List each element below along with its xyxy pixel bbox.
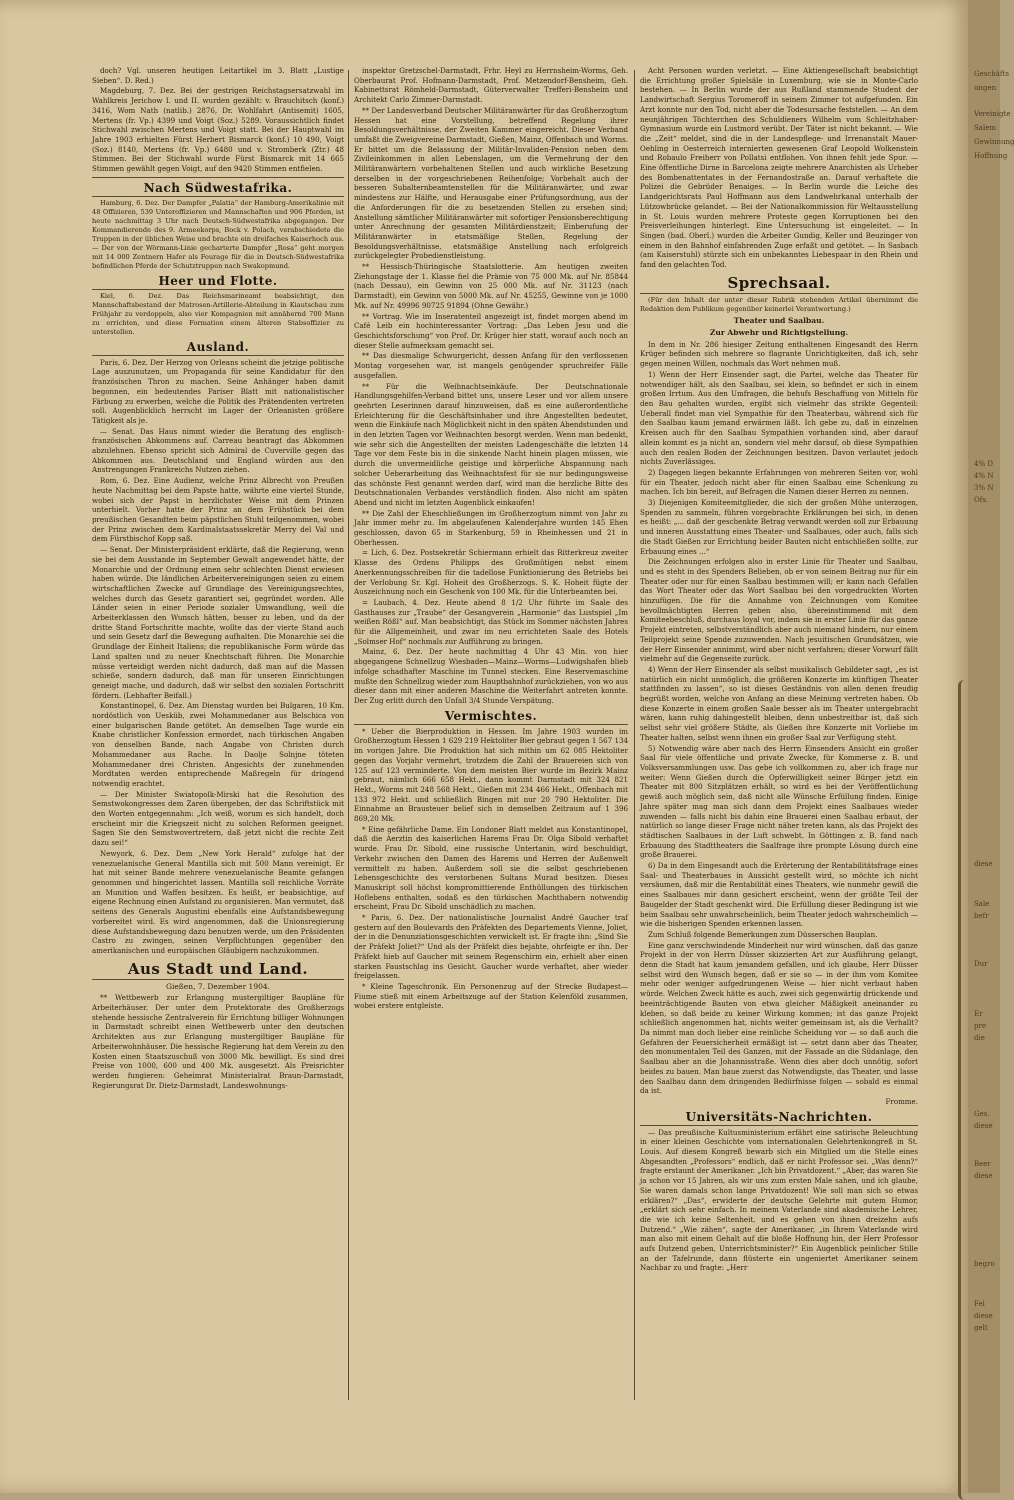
paragraph: Die Zeichnungen erfolgen also in erster Linie für Theater und Saalbau, und es steht in des Spenders Belieben, ob er von seinem Beitrag nur für ein Theater oder nur für einen Saalbau bestimmen will; er kann nach Gefallen das Wort Theater oder das Wort Saalbau bei den vorgedruckten Worten hinzufügen. Die für die Annahme von Zeichnungen vom Komitee bevollmächtigten Herren geben also, übereinstimmend mit dem Komiteebeschluß, durchaus loyal vor, indem sie in erster Linie für das ganze Projekt eintreten, selbstverständlich aber auch niemand hindern, nur einem Teilprojekt seine Spende zuzuwenden. Nach jesuitischen Grundsätzen, wie der Herr Einsender annimmt, wird aber nicht verfahren; dieser Vorwurf fällt vielmehr auf die Gegenseite zurück. xyxy=(640,557,918,664)
paragraph: 6) Da in dem Eingesandt auch die Erörterung der Rentabilitätsfrage eines Saal- und Theaterbaues in Aussicht gestellt wird, so möchte ich nicht versäumen, daß mir die Rentabilität eines Theaters, wie nunmehr gewiß die eines Saalbaues mir dann gesichert erscheint, wenn der größte Teil der Baugelder der Stadt geschenkt wird. Die Erfüllung dieser Bedingung ist wie beim Saalbau sehr unwahrscheinlich, beim Theater jedoch wahrscheinlich — wie die bisherigen Spenden erkennen lassen. xyxy=(640,861,918,929)
paragraph: ** Wettbewerb zur Erlangung mustergiltiger Baupläne für Arbeiterhäuser. Der unter dem Protektorate des Großherzogs stehende hessische Zentralverein für Errichtung billiger Wohnungen in Darmstadt schreibt einen Wettbewerb unter den deutschen Architekten aus zur Erlangung mustergiltiger Baupläne für Arbeiterwohnhäuser. Die hessische Regierung hat dem Verein zu den Kosten einen Staatszuschuß von 3000 Mk. bewilligt. Es sind drei Preise von 1000, 600 und 400 Mk. ausgesetzt. Als Preisrichter werden fungieren: Geheimrat Ministerialrat Braun-Darmstadt, Regierungsrat Dr. Dietz-Darmstadt, Landeswohnungs- xyxy=(92,993,344,1090)
section-heading-sprechsaal: Sprechsaal. xyxy=(640,273,918,294)
section-heading-heer-flotte: Heer und Flotte. xyxy=(92,274,344,290)
paragraph: Hamburg, 6. Dez. Der Dampfer „Palatia“ der Hamburg-Amerikalinie mit 48 Offizieren, 539 Unteroffizieren und Mannschaften und 906 Pferden, ist heute nachmittag 3 Uhr nach Deutsch-Südwestafrika abgegangen. Der Kommandierende des 9. Armeekorps, Bock v. Polach, verabschiedete die Truppen in der üblichen Weise und brachte ein dreifaches Kaiserhoch aus. — Der von der Wörmann-Linie gecharterte Dampfer „Rosa“ geht morgen mit 14 000 Zentnern Hafer als Fourage für die in Deutsch-Südwestafrika befindlichen Pferde der Schutztruppen nach Swakopmund. xyxy=(92,198,344,270)
paragraph: = Lich, 6. Dez. Postsekretär Schiermann erhielt das Ritterkreuz zweiter Klasse des Ordens Philipps des Großmütigen nebst einem Anerkennungsschreiben für die tadellose Funktionierung des Betriebs bei der Verlobung Sr. Kgl. Hoheit des Großherzogs. S. K. Hoheit fügte der Auszeichnung noch ein Geschenk von 100 Mk. für die Unterbeamten bei. xyxy=(354,548,628,597)
strip-fragment: Hoffnung xyxy=(974,152,1008,160)
strip-fragment: ungen xyxy=(974,84,997,92)
paragraph: 4) Wenn der Herr Einsender als selbst musikalisch Gebildeter sagt, „es ist natürlich ein nicht unmöglich, die größeren Konzerte im künftigen Theater stattfinden zu lassen“, so ist dieses Geständnis von allen denen freudig begrüßt worden, welche von Anfang an diese Meinung vertreten haben. Ob diese Konzerte in einem großen Saale besser als im Theater untergebracht wären, kann ruhig dahingestellt bleiben, denn unbestreitbar ist, daß sich selbst sehr viel größere Städte, als Gießen ihre Konzerte mit Vorliebe im Theater halten, selbst wenn ihnen ein großer Saal zur Verfügung steht. xyxy=(640,664,918,742)
signature: Fromme. xyxy=(885,1096,918,1106)
section-heading-suedwestafrika: Nach Südwestafrika. xyxy=(92,181,344,197)
strip-fragment: Salem xyxy=(974,124,996,132)
paragraph: 5) Notwendig wäre aber nach des Herrn Einsenders Ansicht ein großer Saal für viele öffentliche und private Zwecke, für Kommerse z. B. und Volksversammlungen usw. Das gebe ich vollkommen zu, aber ich frage nur weiter: Wenn Gießen durch die Opferwilligkeit seiner Bürger jetzt ein Theater mit 800 Sitzplätzen erhält, so wird es bei der Veröffentlichung gewiß auch möglich sein, daß nicht alle Wünsche Erfüllung finden. Einige Jahre später mag man sich dann dem Projekt eines Saalbaues wieder zuwenden — falls nicht bis dahin eine Brauerei einen Saalbau erbaut, der natürlich so lange dieser Frage nicht näher treten kann, als das Projekt des städtischen Saalbaues in der Luft schwebt. In Göttingen z. B. fand nach Erbauung des Stadttheaters die Saalfrage ihre prompte Lösung durch eine große Brauerei. xyxy=(640,743,918,860)
dateline: Gießen, 7. Dezember 1904. xyxy=(165,981,271,991)
section-heading-vermischtes: Vermischtes. xyxy=(354,709,628,725)
strip-fragment: pre xyxy=(974,1022,986,1030)
paragraph: Acht Personen wurden verletzt. — Eine Aktiengesellschaft beabsichtigt die Errichtung großer Spielsäle in Luxemburg, wie sie in Monte-Carlo bestehen. — In Berlin wurde der aus Rußland stammende Student der Landwirtschaft Sergius Toromeroff in seinem Zimmer tot aufgefunden. Ein Arzt konnte nur den Tod, nicht aber die Todesursache feststellen. — An dem neunjährigen Töchterchen des Schuldieners Wilhelm vom Schleitzhaber-Gymnasium wurde ein Lustmord verübt. Der Täter ist nicht bekannt. — Wie die „Zeit“ meldet, sind die in der Landespflege- und Irrenanstalt Mauer-Oehling in Oesterreich internierten gewesenen Graf Leopold Wolkenstein und Robaulo Freiherr von Pollatsi entflohen. Von ihnen fehlt jede Spur. — Eine öffentliche Dirne in Barcelona zeigte mehrere Anarchisten als Urheber des Bombenattentates in der Fernandostraße an. Darauf verhaftete die Polizei die Gebrüder Benaiges. — In Berlin wurde die Leiche des Landgerichtsrats Paul Hoffmann aus dem Landwehrkanal unterhalb der Lützowbrücke gelandet. — Bei der Nationalkommission für Weltausstellung in St. Louis wurden mehrere Proteste gegen Korruptionen bei den Preisverleihungen hinterlegt. Eine Untersuchung ist eingeleitet. — In Singen (bad. Oberl.) wurden die Arbeiter Gundig, Keller und Beuzinger von einem in den Bahnhof einfahrenden Zuge erfaßt und getötet. — In Sasbach (am Kaiserstuhl) stürzte sich ein unbekanntes Liebespaar in den Rhein und fand den gelachten Tod. xyxy=(640,66,918,270)
paragraph: doch? Vgl. unseren heutigen Leitartikel im 3. Blatt „Lustige Sieben“. D. Red.) xyxy=(92,66,344,85)
strip-fragment: 4% N xyxy=(974,472,994,480)
strip-fragment: Sale xyxy=(974,900,990,908)
section-rule xyxy=(92,177,344,178)
paragraph: * Paris, 6. Dez. Der nationalistische Journalist André Gaucher traf gestern auf den Boulevards den Präfekten des Departements Vienne, Joliet, der in die Denunziationsgeschichten verwickelt ist. Er fragte ihn: „Sind Sie der Präfekt Joliet?“ Und als der Präfekt dies bejahte, ohrfeigte er ihn. Der Präfekt hieb auf Gaucher mit seinem Regenschirm ein, erhielt aber einen starken Faustschlag ins Gesicht. Gaucher wurde verhaftet, aber wieder freigelassen. xyxy=(354,913,628,981)
paragraph: Konstantinopel, 6. Dez. Am Dienstag wurden bei Bulgaren, 10 Km. nordöstlich von Uesküb, zwei Mohammedaner aus Belschica von einer bulgarischen Bande getötet. An demselben Tage wurde ein Knabe christlicher Konfession ermordet, nach türkischen Angaben von denselben Bande, nach Angabe von Christen durch Mohammedaner aus Rache. In Daolje Solnjne töteten Mohammedaner drei Christen. Angesichts der zunehmenden Mordtaten werden entsprechende Maßregeln für dringend notwendig erachtet. xyxy=(92,701,344,788)
strip-fragment: diese xyxy=(974,1312,993,1320)
strip-fragment: Er xyxy=(974,1010,983,1018)
paragraph: ** Die Zahl der Eheschließungen im Großherzogtum nimmt von Jahr zu Jahr immer mehr zu. Im abgelaufenen Kalenderjahre wurden 145 Ehen geschlossen, davon 65 in Starkenburg, 59 in Rheinhessen und 21 in Oberhessen. xyxy=(354,508,628,547)
strip-fragment: Ofs. xyxy=(974,496,989,504)
paragraph: * Kleine Tageschronik. Ein Personenzug auf der Strecke Budapest—Fiume stieß mit einem Arbeitszuge auf der Station Kelenföld zusammen, wobei erstere entgleiste. xyxy=(354,981,628,1011)
strip-fragment: Geschäfts xyxy=(974,70,1009,78)
paragraph: ** Für die Weihnachtseinkäufe. Der Deutschnationale Handlungsgehilfen-Verband bittet uns, unsere Leser und vor allem unsere geehrten Leserinnen darauf hinzuweisen, daß es eine außerordentliche Erleichterung für die Geschäftsinhaber und ihre Angestellten bedeutet, wenn die Einkäufe nach Möglichkeit nicht in den späten Abendstunden und in den letzten Tagen vor Weihnachten besorgt werden. Wenn man bedenkt, wie sehr sich die Angestellten der meisten Ladengeschäfte die letzten 14 Tage vor dem Feste bis in die sinkende Nacht hinein plagen müssen, wie durch die unvermeidliche geistige und körperliche Abspannung nach solcher Ueberarbeitung das Weihnachtsfest für sie nur bedingungsweise das schönste Fest genannt werden darf, wird man die herzliche Bitte des Deutschnationalen Verbandes verständlich finden. Also nicht am späten Abend und nicht im letzten Augenblick einkaufen! xyxy=(354,381,628,507)
strip-fragment: Gewinnung xyxy=(974,138,1014,146)
subheading: Zur Abwehr und Richtigstellung. xyxy=(709,327,849,337)
paragraph: In dem in Nr. 286 hiesiger Zeitung enthaltenen Eingesandt des Herrn Krüger befinden sich mehrere so flagrante Unrichtigkeiten, daß ich, sehr gegen meinen Willen, nochmals das Wort nehmen muß. xyxy=(640,339,918,369)
paragraph: Kiel, 6. Dez. Das Reichsmarineamt beabsichtigt, den Mannschaftsbestand der Matrosen-Artillerie-Abteilung in Kiautschau zum Frühjahr zu verdoppeln, also vier Kompagnien mit annähernd 700 Mann zu errichten, und diese Formation einem älteren Stabsoffizier zu unterstellen. xyxy=(92,291,344,336)
column-divider xyxy=(348,70,349,1400)
column-right xyxy=(640,66,918,1416)
strip-fragment: Vereinigte xyxy=(974,110,1011,118)
strip-fragment: gelt xyxy=(974,1324,988,1332)
paragraph: inspektor Gretzschel-Darmstadt, Frhr. Heyl zu Herrnsheim-Worms, Geh. Oberbaurat Prof. Hofmann-Darmstadt, Prof. Metzendorf-Bensheim, Geh. Kabinettsrat Römheld-Darmstadt, Güterverwalter Trefferi-Bensheim und Architekt Carlo Zimmer-Darmstadt. xyxy=(354,66,628,105)
subheading: Theater und Saalbau. xyxy=(733,315,825,325)
strip-fragment: diese xyxy=(974,1172,993,1180)
column-middle xyxy=(354,66,628,1416)
paragraph: Rom, 6. Dez. Eine Audienz, welche Prinz Albrecht von Preußen heute Nachmittag bei dem Papste hatte, währte eine viertel Stunde, wobei sich der Papst in herzlichster Weise mit dem Prinzen unterhielt. Vorher hatte der Prinz an dem Frühstück bei dem preußischen Gesandten beim päpstlichen Stuhl teilgenommen, wobei der Prinz zwischen dem Kardinalstaatssekretär Merry del Val und dem Fürstbischof Kopp saß. xyxy=(92,476,344,544)
paragraph: ** Vortrag. Wie im Inseratenteil angezeigt ist, findet morgen abend im Café Leib ein hochinteressanter Vortrag: „Das Leben Jesu und die Geschichtsforschung“ von Prof. Dr. Krüger hier statt, worauf auch noch an dieser Stelle aufmerksam gemacht sei. xyxy=(354,311,628,350)
paragraph: ** Hessisch-Thüringische Staatslotterie. Am heutigen zweiten Ziehungstage der 1. Klasse fiel die Prämie von 75 000 Mk. auf Nr. 85844 (nach Dessau), ein Gewinn von 25 000 Mk. auf Nr. 31123 (nach Darmstadt), ein Gewinn von 5000 Mk. auf Nr. 45255, Gewinne von je 1000 Mk. auf Nr. 49996 90725 91894 (Ohne Gewähr.) xyxy=(354,262,628,310)
strip-fragment: Beer xyxy=(974,1160,991,1168)
strip-fragment: diese xyxy=(974,1122,993,1130)
paragraph: 3) Diejenigen Komiteemitglieder, die sich der großen Mühe unterzogen, Spenden zu sammeln, führen vorgebrachte Erklärungen bei sich, in denen es heißt: „... daß der geschenkte Betrag verwandt werden soll zur Erbauung und inneren Ausstattung eines Theater- und Saalbaues, oder auch, falls sich die Stadt Gießen zur Errichtung beider Bauten nicht entschließen sollte, zur Erbauung eines ...“ xyxy=(640,498,918,556)
paragraph: * Ueber die Bierproduktion in Hessen. Im Jahre 1903 wurden im Großherzogtum Hessen 1 629 219 Hektoliter Bier gebraut gegen 1 567 134 im vorigen Jahre. Die Produktion hat sich mithin um 62 085 Hektoliter gegen das Vorjahr vermehrt, trotzdem die Zahl der Brauereien sich von 125 auf 123 verminderte. Von dem meisten Bier wurde im Bezirk Mainz gebraut, nämlich 666 658 Hekt., dann kommt Darmstadt mit 324 821 Hekt., Worms mit 248 568 Hekt., Gießen mit 234 466 Hekt., Offenbach mit 133 972 Hekt. und schließlich Bingen mit nur 20 790 Hektoliter. Die Einnahme an Brausteuer belief sich in demselben Zeitraum auf 1 396 869,20 Mk. xyxy=(354,726,628,824)
paragraph: — Senat. Das Haus nimmt wieder die Beratung des englisch-französischen Abkommens auf. Carreau beantragt das Abkommen abzulehnen. Ebenso spricht sich Admiral de Cuverville gegen das Abkommen aus. Deutschland und England würden aus den Anstrengungen Frankreichs Nutzen ziehen. xyxy=(92,426,344,475)
section-heading-stadt-land: Aus Stadt und Land. xyxy=(92,959,344,980)
paragraph: — Das preußische Kultusministerium erfährt eine satirische Beleuchtung in einer kleinen Geschichte vom internationalen Gelehrtenkongreß in St. Louis. Auf diesem Kongreß bewarb sich ein Mitglied um die Stelle eines Abgesandten „Professors“ endlich, daß er nicht Professor sei. „Was denn?“ fragte erstaunt der Amerikaner. „Ich bin Privatdozent.“ „Aber, das waren Sie ja schon vor 15 Jahren, als wir uns zum ersten Male sahen, und ich glaube, Sie waren damals schon lange Privatdozent! Wie soll man sich so etwas erklären?“ „Das“, erwiderte der deutsche Gelehrte mit gutem Humor, „erklärt sich sehr einfach. In meinem Vaterlande sind akademische Lehrer, die wie ich keine Seltenheit, und es gehen von ihnen dreizehn aufs Dutzend.“ „Wie zähen“, sagte der Amerikaner, „in Ihrem Vaterlande wird man also mit einem Gehalt auf die bloße Hoffnung hin, der Herr Professor aufs Dutzend geben, Unterrichtsminister?“ Ein Augenblick peinlicher Stille an der Tafelrunde, dann flüsterte ein ungeniertet Amerikaner seinem Nachbar zu und fragte: „Herr xyxy=(640,1127,918,1273)
paragraph: 2) Dagegen liegen bekannte Erfahrungen von mehreren Seiten vor, wohl für ein Theater, jedoch nicht aber für einen Saalbau eine Schenkung zu machen. Ich bin bereit, auf Befragen die Namen dieser Herren zu nennen. xyxy=(640,467,918,497)
paragraph: Newyork, 6. Dez. Dem „New York Herald“ zufolge hat der venezuelanische General Mantilla sich mit 500 Mann vereinigt. Er hat mit seiner Bande mehrere venezuelanische Beamte gefangen genommen und hingerichtet lassen. Mantilla soll reichliche Vorräte an Munition und Waffen besitzen. Es heißt, er beabsichtige, auf eigene Rechnung einen Aufstand zu organisieren. Man vermutet, daß seitens des Generals Augustini ebenfalls eine Aufstandsbewegung vorbereitet wird. Es wird angenommen, daß die Unionsregierung diese Aufstandsbewegung dazu benutzen werde, um den Präsidenten Castro zu zwingen, seinen Verpflichtungen gegenüber den amerikanischen und europäischen Gläubigern nachzukommen. xyxy=(92,848,344,955)
disclaimer-note: (Für den Inhalt der unter dieser Rubrik stehenden Artikel übernimmt die Redaktion dem Publikum gegenüber keinerlei Verantwortung.) xyxy=(640,295,918,313)
paragraph: Paris, 6. Dez. Der Herzog von Orleans scheint die jetzige politische Lage auszunutzen, um Propaganda für seine Kandidatur für den französischen Thron zu machen. Seine Anhänger haben damit begonnen, ein bedeutendes Pariser Blatt mit nationalistischer Färbung zu erwerben, welche die Politik des Prätendenten vertreten soll. Augenblicklich herrscht im Lager der Orleanisten größere Tätigkeit als je. xyxy=(92,357,344,425)
strip-fragment: 4% D xyxy=(974,460,993,468)
paragraph: ** Der Landesverband Deutscher Militäranwärter für das Großherzogtum Hessen hat eine Vorstellung, betreffend Regelung ihrer Besoldungsverhältnisse, der Zweiten Kammer eingereicht. Dieser Verband umfaßt die Zweigvereine Darmstadt, Gießen, Mainz, Offenbach und Worms. Er bittet um die Belassung der Militär-Invaliden-Pension neben dem Zivileinkommen in allen Lebenslagen, um die Vermehrung der den Militäranwärtern vorbehaltenen Stellen und auch wirkliche Besetzung derselben in der vorgeschriebenen Reihenfolge; Vorbehalt auch der besseren Subalternbeamtenstellen für die Militäranwärter, und zwar mindestens zur Hälfte, und Herausgabe einer Prüfungsordnung, aus der die Anforderungen für die zu besetzenden Stellen zu ersehen sind; Anstellung sämtlicher Militäranwärter mit sofortiger Pensionsberechtigung unter Anrechnung der gesamten Militärdienstzeit; Einberufung der Militäranwärter in etatsmäßige Stellen, Regelung der Besoldungsverhältnisse, etatsmäßige Anstellung nach erfolgreich zurückgelegter Probedienstleistung. xyxy=(354,105,628,261)
strip-fragment: Ges. xyxy=(974,1110,990,1118)
strip-fragment: 3% N xyxy=(974,484,994,492)
paragraph: Zum Schluß folgende Bemerkungen zum Düsserschen Bauplan. xyxy=(648,929,878,939)
paragraph: = Laubach, 4. Dez. Heute abend 8 1/2 Uhr führte im Saale des Gasthauses zur „Traube“ der Gesangverein „Harmonie“ das Lustspiel „Im weißen Rößl“ auf. Man beabsichtigt, das Stück im Sommer nächsten Jahres für die Allgemeinheit, und zwar im neu errichteten Saale des Hotels „Solmser Hof“ nochmals zur Aufführung zu bringen. xyxy=(354,597,628,646)
paragraph: ** Das diesmalige Schwurgericht, dessen Anfang für den verflossenen Montag vorgesehen war, ist mangels genügender spruchreifer Fälle ausgefallen. xyxy=(354,351,628,380)
column-divider xyxy=(634,70,635,1400)
paragraph: Eine ganz verschwindende Minderheit nur wird wünschen, daß das ganze Projekt in der von Herrn Düsser skizzierten Art zur Ausführung gelangt, denn die Stadt hat kaum jemandem gefallen, und ich glaube, Herr Düsser selbst wird den Wunsch hegen, daß er sie so — in der ihm vom Komitee mehr oder weniger aufgedrungenen Weise — hier nicht verbaut haben würde. Welchen Zweck hätte es auch, zwei sich gegenwärtig drückende und beeinträchtigende Bauten von etwa gleicher Mäßigkeit aneinander zu kleben, so daß beide zu keiner Wirkung kommen; ist das ganze Projekt schließlich angenommen hat, nichts weiter gemeinsam ist, als die Verhallt? Da nimmt man doch lieber eine reinliche Scheidung vor — so daß auch die Gefahren der Feuersicherheit ermäßigt ist — setzt dann aber das Theater, den monumentalen Teil des Ganzen, mit der Fassade an die Südanlage, den Saalbau aber an die Johannisstraße. Wenn dies aber doch unnötig, sofort beides zu bauen. Man baue zuerst das Notwendigste, das Theater, und lasse den Saalbau dann dem dringenden Bedürfnisse folgen — sobald es einmal da ist. xyxy=(640,940,918,1096)
paragraph: — Der Minister Swiatopolk-Mirski hat die Resolution des Semstwokongresses dem Zaren übergeben, der das Schriftstück mit den Worten entgegennahm: „Ich weiß, worum es sich handelt, doch erscheint mir die Kriegszeit nicht zu solchen Reformen geeignet. Sagen Sie den Semstwovertretern, daß jetzt nicht die rechte Zeit dazu sei!“ xyxy=(92,789,344,848)
strip-fragment: diese xyxy=(974,860,993,868)
paragraph: Mainz, 6. Dez. Der heute nachmittag 4 Uhr 43 Min. von hier abgegangene Schnellzug Wiesbaden—Mainz—Worms—Ludwigshafen blieb infolge schadhafter Maschine im Tunnel stecken. Eine Reservemaschine mußte den Schnellzug wieder zum Hauptbahnhof zurückziehen, von wo aus dieser dann mit einer anderen Maschine die Weiterfahrt antreten konnte. Der Zug erlitt durch den Unfall 3/4 Stunde Verspätung. xyxy=(354,647,628,705)
adjacent-page-strip xyxy=(968,0,1014,1493)
strip-fragment: Dur xyxy=(974,960,988,968)
section-heading-universitaet: Universitäts-Nachrichten. xyxy=(640,1110,918,1126)
strip-fragment: die xyxy=(974,1034,985,1042)
paragraph: Magdeburg, 7. Dez. Bei der gestrigen Reichstagsersatzwahl im Wahlkreis Jerichow I. und II. wurden gezählt: v. Brauchitsch (konf.) 3416, Wom Nath (natlib.) 2876, Dr. Wohlfahrt (Antisemit) 1605, Mertens (fr. Vp.) 4399 und Voigt (Soz.) 5289. Voraussichtlich findet Stichwahl zwischen Mertens und Voigt statt. Bei der Hauptwahl im Jahre 1903 erhielten Fürst Herbert Bismarck (konf.) 10 490, Voigt (Soz.) 8140, Mertens (fr. Vp.) 6480 und v. Stromberk (Ztr.) 48 Stimmen. Bei der Stichwahl wurde Fürst Bismarck mit 14 665 Stimmen gewählt gegen Voigt, auf den 9420 Stimmen entfielen. xyxy=(92,86,344,174)
strip-fragment: Fel xyxy=(974,1300,985,1308)
column-left xyxy=(92,66,344,1416)
paragraph: 1) Wenn der Herr Einsender sagt, die Partei, welche das Theater für notwendiger hält, als den Saalbau, sei klein, so befindet er sich in einem großen Irrtum. Aus den Umfragen, die behufs Beschaffung von Mitteln für den Bau gehalten wurden, ergibt sich vielmehr das strikte Gegenteil: Ueberall findet man viel Sympathie für den Theaterbau, während sich für den Saalbau kaum jemand erwärmen läßt. Ich gebe zu, daß in einzelnen Kreisen auch für den Saalbau Sympathien vorhanden sind, aber darauf allein kommt es ja nicht an, sondern viel mehr darauf, ob diese Sympathien auch den realen Boden der Zeichnungen besitzen. Davon verlautet jedoch nichts Zuverlässiges. xyxy=(640,369,918,467)
paragraph: — Senat. Der Ministerpräsident erklärte, daß die Regierung, wenn sie bei dem Ausstande im September Gewalt angewendet hätte, der Monarchie und der Ordnung einen sehr schlechten Dienst erwiesen haben würde. Die ländlichen Arbeitervereinigungen seien zu einem wirtschaftlichen Zwecke auf Grundlage des Vereinigungsrechtes, welches durch das Gesetz garantiert sei, gegründet worden. Alle Länder seien in einer Periode sozialer Umwandlung, weil die Arbeiterklassen den Wunsch hätten, besser zu leben, und da der dritte Stand Fortschritte machte, wollte das der vierte Stand auch und sein Gesetz darf die Bewegung aufhalten. Die Monarchie sei die Grundlage der Einheit Italiens; die republikanische Form würde das Land spalten und zu neuer Knechtschaft führen. Die Monarchie müsse verteidigt werden nicht dadurch, daß man auf die Massen schieße, sondern dadurch, daß man für unseren Einrichtungen geneigt mache, und dadurch, daß wir selbst den sozialen Fortschritt fördern. (Lebhafter Beifall.) xyxy=(92,545,344,700)
paragraph: * Eine gefährliche Dame. Ein Londoner Blatt meldet aus Konstantinopel, daß die Aerztin des kaiserlichen Harems Frau Dr. Olga Sibold verhaftet wurde. Frau Dr. Sibold, eine russische Untertanin, wird beschuldigt, Verkehr zwischen den Damen des Harems und Herren der Außenwelt vermittelt zu haben. Außerdem soll sie die selbst geschriebenen Lebensgeschichte des verstorbenen Sultans Murad besitzen. Dieses Manuskript soll höchst kompromittierende Enthüllungen des türkischen Hoflebens enthalten, sodaß es den türkischen Machthabern notwendig erscheint, Frau Dr. Sibold unschädlich zu machen. xyxy=(354,824,628,912)
strip-fragment: befr xyxy=(974,912,989,920)
section-heading-ausland: Ausland. xyxy=(92,340,344,356)
strip-fragment: begro xyxy=(974,1260,995,1268)
